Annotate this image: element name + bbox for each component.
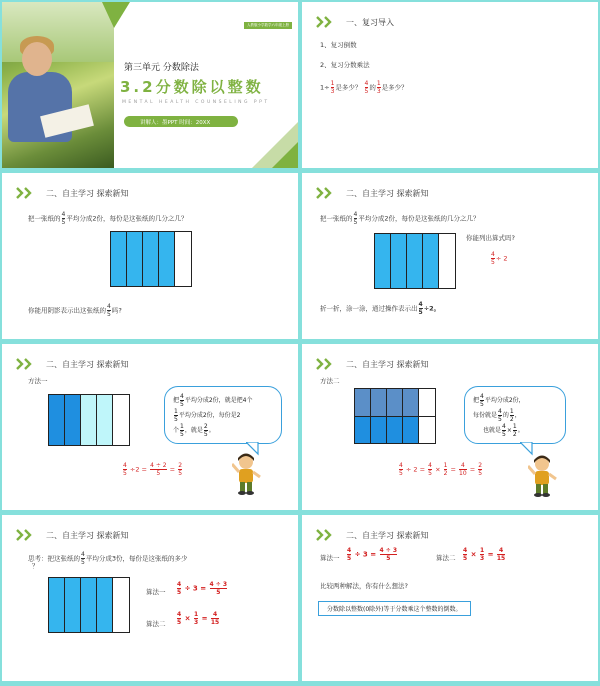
think-question: 思考：把这张纸的 $\frac{4}{5}$ 平均分成3份，每份是这张纸的多少 [28,551,188,566]
method-2-equation: $\frac{4}{5}$ ÷ 2 = $\frac{4}{5}$ × $\frac{1}{2}$ = $\frac{4}{10}$ = $\frac{2}{5}$ [399,462,483,477]
question-1: 把一张纸的 $\frac{4}{5}$ 平均分成2份，每份是这张纸的几分之几？ [320,211,480,226]
grade-tag: 人教版小学数学六年级上册 [244,22,292,29]
main-title: 3.2分数除以整数 [120,78,264,96]
chevron-icon [316,187,338,199]
slide-header [316,187,429,199]
method-2-label: 算法二 [146,620,166,628]
slide-header [16,358,129,370]
think-question-mark: ？ [32,562,39,570]
rule-box: 分数除以整数(0除外)等于分数乘这个整数的倒数。 [318,601,471,616]
slide-header [316,16,394,28]
method-1-slide[interactable] [2,344,298,510]
header-text: 一、复习导入 [346,17,394,27]
review-slide[interactable] [302,2,598,168]
method-label: 方法二 [320,377,340,385]
expression: $\frac{4}{5}$ ÷ 2 [491,251,508,266]
method-1-equation: $\frac{4}{5}$ ÷ 3 = $\frac{4 \div 3}{5}$ [347,547,398,562]
explore-slide-1[interactable] [2,173,298,339]
subtitle-en: MENTAL HEALTH COUNSELING PPT [122,100,270,105]
chevron-icon [316,16,338,28]
paper-strip [48,394,130,446]
chevron-icon [16,187,38,199]
slide-header [16,529,129,541]
method-2-label: 算法二 [436,554,456,562]
review-question: 1÷ $\frac{1}{3}$ 是多少？ $\frac{4}{5}$ 的 $\frac{1}{3}$ 是多少？ [320,80,408,95]
header-text: 二、自主学习 探索新知 [346,188,429,198]
question-2: 你能用阴影表示出这张纸的 $\frac{4}{5}$ 吗? [28,303,122,318]
slide-header [16,187,129,199]
paper-strip [374,233,456,289]
compare-question: 比较两种解法，你有什么想法? [320,582,408,590]
header-text: 二、自主学习 探索新知 [46,188,129,198]
method-1-label: 算法一 [146,588,166,596]
method-1-label: 算法一 [320,554,340,562]
ask-text: 你能列出算式吗? [466,234,515,242]
method-1-equation: $\frac{4}{5}$ ÷ 3 = $\frac{4 \div 3}{5}$ [177,581,228,596]
chevron-icon [316,358,338,370]
paper-grid [354,388,436,444]
kid-icon [232,452,262,496]
unit-title: 第三单元 分数除法 [124,63,199,73]
chevron-icon [16,358,38,370]
method-label: 方法一 [28,377,48,385]
method-1-equation: $\frac{4}{5}$ ÷2 = $\frac{4 \div 2}{5}$ = $\frac{2}{5}$ [123,462,183,477]
paper-strip [48,577,130,633]
header-text: 二、自主学习 探索新知 [46,530,129,540]
method-2-equation: $\frac{4}{5}$ × $\frac{1}{3}$ = $\frac{4}{15}$ [463,547,506,562]
header-text: 二、自主学习 探索新知 [346,530,429,540]
chevron-icon [16,529,38,541]
paper-strip [110,231,192,287]
speech-bubble: 把 $\frac{4}{5}$ 平均分成2份， 每份就是 $\frac{4}{5}$ 的 $\frac{1}{2}$ ， 也就是 $\frac{4}{5}$ × $\frac{1}{2}$ 。 [464,386,566,444]
think-slide[interactable] [2,515,298,681]
footer-text: 折一折，涂一涂，通过操作表示出 $\frac{4}{5}$ ÷2。 [320,301,441,316]
kid-icon [528,454,558,498]
chevron-icon [316,529,338,541]
review-item-2: 2、复习分数乘法 [320,61,370,69]
method-2-equation: $\frac{4}{5}$ × $\frac{1}{3}$ = $\frac{4}{15}$ [177,611,220,626]
slide-header [316,358,429,370]
speech-bubble: 把 $\frac{4}{5}$ 平均分成2份，就是把4个 $\frac{1}{5}$ 平均分成2份，每份是2 个 $\frac{1}{5}$ ，就是 $\frac{2}{5}$ 。 [164,386,282,444]
explore-slide-2[interactable] [302,173,598,339]
header-text: 二、自主学习 探索新知 [346,359,429,369]
title-slide[interactable] [2,2,298,168]
header-text: 二、自主学习 探索新知 [46,359,129,369]
question-1: 把一张纸的 $\frac{4}{5}$ 平均分成2份，每份是这张纸的几分之几？ [28,211,188,226]
slide-header [316,529,429,541]
review-item-1: 1、复习倒数 [320,41,357,49]
compare-slide[interactable] [302,515,598,681]
method-2-slide[interactable] [302,344,598,510]
presenter-info: 讲解人：墨PPT 时间：20XX [124,116,238,127]
